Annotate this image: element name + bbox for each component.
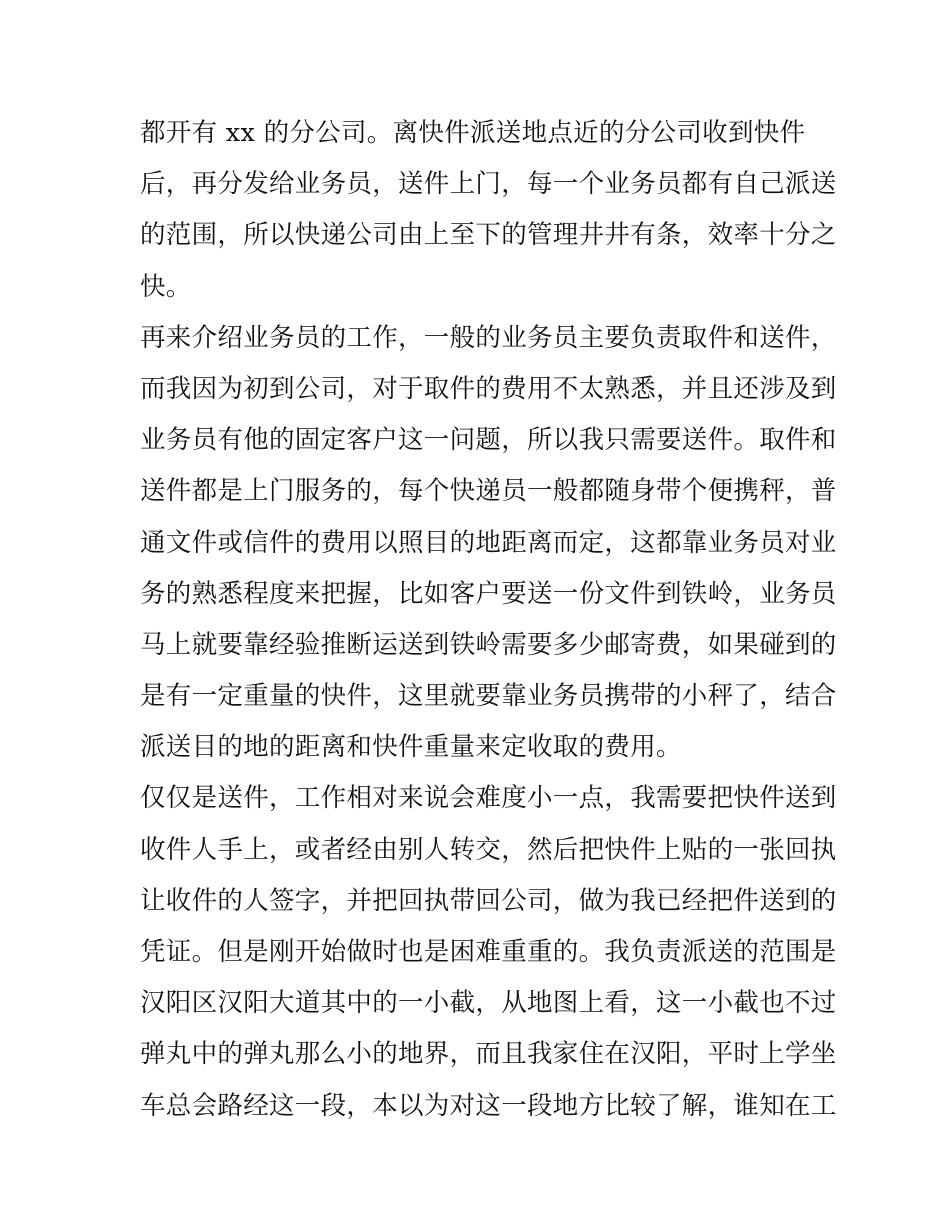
text-line: 车总会路经这一段，本以为对这一段地方比较了解，谁知在工 bbox=[140, 1090, 837, 1121]
text-line: 派送目的地的距离和快件重量来定收取的费用。 bbox=[140, 732, 682, 763]
text-line: 收件人手上，或者经由别人转交，然后把快件上贴的一张回执 bbox=[140, 834, 837, 865]
text-line: 弹丸中的弹丸那么小的地界，而且我家住在汉阳，平时上学坐 bbox=[140, 1039, 837, 1070]
text-line: 务的熟悉程度来把握，比如客户要送一份文件到铁岭，业务员 bbox=[140, 578, 837, 609]
text-line: 让收件的人签字，并把回执带回公司，做为我已经把件送到的 bbox=[140, 885, 837, 916]
text-line: 后，再分发给业务员，送件上门，每一个业务员都有自己派送 bbox=[140, 169, 837, 200]
text-line: 汉阳区汉阳大道其中的一小截，从地图上看，这一小截也不过 bbox=[140, 988, 837, 1019]
text-line: 而我因为初到公司，对于取件的费用不太熟悉，并且还涉及到 bbox=[140, 373, 837, 404]
text-line: 业务员有他的固定客户这一问题，所以我只需要送件。取件和 bbox=[140, 425, 837, 456]
text-line: 快。 bbox=[140, 271, 192, 302]
body-text bbox=[140, 108, 837, 1132]
text-line: 通文件或信件的费用以照目的地距离而定，这都靠业务员对业 bbox=[140, 527, 837, 558]
text-line: 送件都是上门服务的，每个快递员一般都随身带个便携秤，普 bbox=[140, 476, 837, 507]
text-line: 的范围，所以快递公司由上至下的管理井井有条，效率十分之 bbox=[140, 220, 837, 251]
text-line: 凭证。但是刚开始做时也是困难重重的。我负责派送的范围是 bbox=[140, 937, 837, 967]
text-line: 再来介绍业务员的工作，一般的业务员主要负责取件和送件， bbox=[140, 322, 837, 353]
text-line: 仅仅是送件，工作相对来说会难度小一点，我需要把快件送到 bbox=[140, 783, 837, 814]
text-line: 是有一定重量的快件，这里就要靠业务员携带的小秤了，结合 bbox=[140, 681, 837, 712]
text-line: 都开有 xx 的分公司。离快件派送地点近的分公司收到快件 bbox=[140, 118, 806, 148]
text-line: 马上就要靠经验推断运送到铁岭需要多少邮寄费，如果碰到的 bbox=[140, 629, 837, 660]
